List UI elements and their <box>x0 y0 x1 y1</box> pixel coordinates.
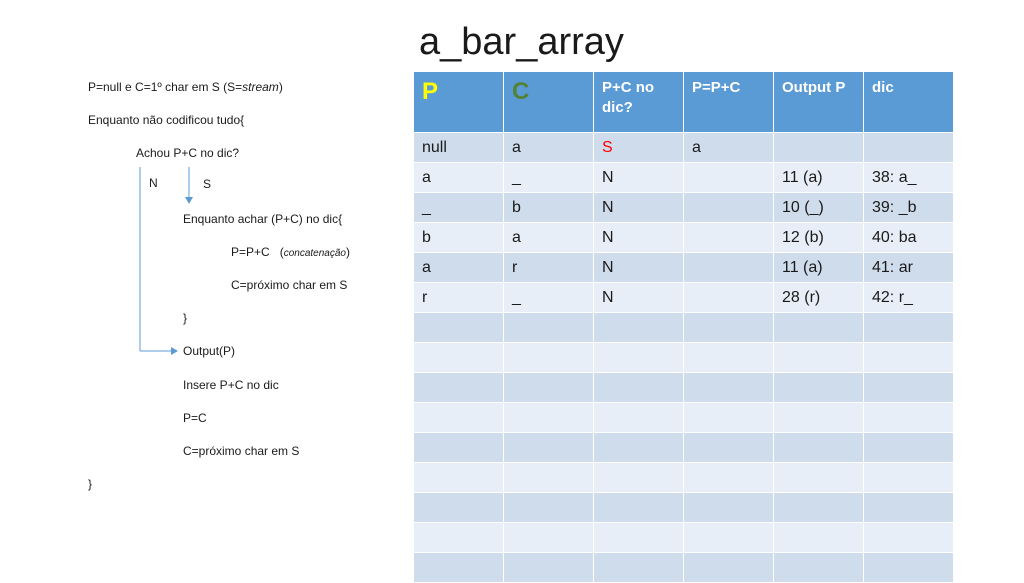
branch-yes-label: S <box>203 177 212 191</box>
cell-p: b <box>414 223 504 253</box>
table-row <box>414 163 954 193</box>
table-row <box>414 193 954 223</box>
cell-c <box>504 463 594 493</box>
cell-p <box>414 463 504 493</box>
table-row <box>414 463 954 493</box>
no-arrowhead-icon <box>171 347 178 355</box>
cell-concat <box>684 223 774 253</box>
header-concat: P=P+C <box>684 72 774 133</box>
cell-dic: 39: _b <box>864 193 954 223</box>
header-dic: dic <box>864 72 954 133</box>
cell-output <box>774 403 864 433</box>
cell-output <box>774 493 864 523</box>
cell-c <box>504 493 594 523</box>
table-body <box>414 133 954 583</box>
cell-dic <box>864 493 954 523</box>
cell-c: b <box>504 193 594 223</box>
algo-line-while: Enquanto não codificou tudo{ <box>88 113 245 127</box>
cell-c <box>504 553 594 583</box>
header-output: Output P <box>774 72 864 133</box>
cell-concat <box>684 163 774 193</box>
cell-dic <box>864 343 954 373</box>
branch-no-label: N <box>149 176 158 190</box>
cell-output <box>774 523 864 553</box>
header-in-dic: P+C no dic? <box>594 72 684 133</box>
cell-concat <box>684 373 774 403</box>
algo-line-insert: Insere P+C no dic <box>183 378 279 392</box>
cell-p <box>414 523 504 553</box>
cell-output <box>774 373 864 403</box>
cell-in-dic <box>594 553 684 583</box>
table-row <box>414 523 954 553</box>
cell-output <box>774 433 864 463</box>
cell-in-dic <box>594 343 684 373</box>
cell-in-dic <box>594 523 684 553</box>
cell-dic: 41: ar <box>864 253 954 283</box>
cell-in-dic: N <box>594 163 684 193</box>
cell-p: _ <box>414 193 504 223</box>
cell-in-dic <box>594 433 684 463</box>
cell-dic: 42: r_ <box>864 283 954 313</box>
cell-c: a <box>504 223 594 253</box>
cell-in-dic <box>594 463 684 493</box>
algorithm-panel <box>0 0 400 576</box>
cell-c <box>504 403 594 433</box>
cell-c <box>504 343 594 373</box>
algo-line-inner-while: Enquanto achar (P+C) no dic{ <box>183 212 343 226</box>
cell-output: 12 (b) <box>774 223 864 253</box>
cell-dic <box>864 133 954 163</box>
cell-concat <box>684 193 774 223</box>
cell-in-dic <box>594 403 684 433</box>
algo-line-inner-close: } <box>183 311 188 325</box>
algo-line-init: P=null e C=1º char em S (S=stream) <box>88 80 283 94</box>
cell-in-dic <box>594 313 684 343</box>
cell-concat <box>684 523 774 553</box>
cell-p <box>414 313 504 343</box>
cell-p <box>414 433 504 463</box>
cell-p <box>414 403 504 433</box>
cell-c <box>504 313 594 343</box>
header-c: C <box>504 72 594 133</box>
table-row <box>414 553 954 583</box>
table-row <box>414 493 954 523</box>
lzw-table <box>413 71 954 583</box>
table-row <box>414 223 954 253</box>
cell-in-dic <box>594 493 684 523</box>
cell-concat <box>684 553 774 583</box>
cell-output: 10 (_) <box>774 193 864 223</box>
cell-p: null <box>414 133 504 163</box>
table-row <box>414 133 954 163</box>
cell-c <box>504 433 594 463</box>
cell-dic: 40: ba <box>864 223 954 253</box>
cell-p <box>414 493 504 523</box>
cell-output: 11 (a) <box>774 163 864 193</box>
table-row <box>414 373 954 403</box>
cell-c: a <box>504 133 594 163</box>
cell-c <box>504 523 594 553</box>
cell-p <box>414 343 504 373</box>
cell-concat <box>684 343 774 373</box>
algo-line-close: } <box>88 477 93 491</box>
cell-concat <box>684 313 774 343</box>
cell-p: a <box>414 253 504 283</box>
cell-concat <box>684 283 774 313</box>
cell-output <box>774 553 864 583</box>
algo-line-condition: Achou P+C no dic? <box>136 146 240 160</box>
cell-p: r <box>414 283 504 313</box>
table-row <box>414 313 954 343</box>
algo-line-assign: P=C <box>183 411 207 425</box>
cell-dic <box>864 373 954 403</box>
cell-c: r <box>504 253 594 283</box>
cell-p <box>414 373 504 403</box>
yes-arrowhead-icon <box>185 197 193 204</box>
table-row <box>414 403 954 433</box>
cell-output <box>774 133 864 163</box>
cell-c <box>504 373 594 403</box>
algo-line-next-char: C=próximo char em S <box>183 444 300 458</box>
table-row <box>414 253 954 283</box>
table-row <box>414 433 954 463</box>
cell-concat <box>684 463 774 493</box>
cell-dic <box>864 433 954 463</box>
cell-dic <box>864 523 954 553</box>
cell-output: 28 (r) <box>774 283 864 313</box>
cell-c: _ <box>504 163 594 193</box>
cell-in-dic: N <box>594 253 684 283</box>
algo-line-next-char-inner: C=próximo char em S <box>231 278 348 292</box>
slide-title: a_bar_array <box>419 21 624 63</box>
table-row <box>414 343 954 373</box>
cell-concat <box>684 433 774 463</box>
cell-dic <box>864 463 954 493</box>
cell-p <box>414 553 504 583</box>
header-p: P <box>414 72 504 133</box>
table-row <box>414 283 954 313</box>
cell-concat <box>684 403 774 433</box>
cell-output <box>774 313 864 343</box>
cell-in-dic: N <box>594 283 684 313</box>
algo-line-output: Output(P) <box>183 344 236 358</box>
cell-output <box>774 343 864 373</box>
cell-dic: 38: a_ <box>864 163 954 193</box>
cell-c: _ <box>504 283 594 313</box>
cell-concat <box>684 493 774 523</box>
cell-concat <box>684 253 774 283</box>
cell-in-dic <box>594 373 684 403</box>
cell-dic <box>864 403 954 433</box>
cell-dic <box>864 313 954 343</box>
algo-line-concat: P=P+C (concatenação) <box>231 245 350 259</box>
cell-output <box>774 463 864 493</box>
cell-in-dic: N <box>594 193 684 223</box>
cell-p: a <box>414 163 504 193</box>
table-header-row <box>414 72 954 133</box>
cell-in-dic: S <box>594 133 684 163</box>
cell-concat: a <box>684 133 774 163</box>
cell-dic <box>864 553 954 583</box>
cell-in-dic: N <box>594 223 684 253</box>
cell-output: 11 (a) <box>774 253 864 283</box>
